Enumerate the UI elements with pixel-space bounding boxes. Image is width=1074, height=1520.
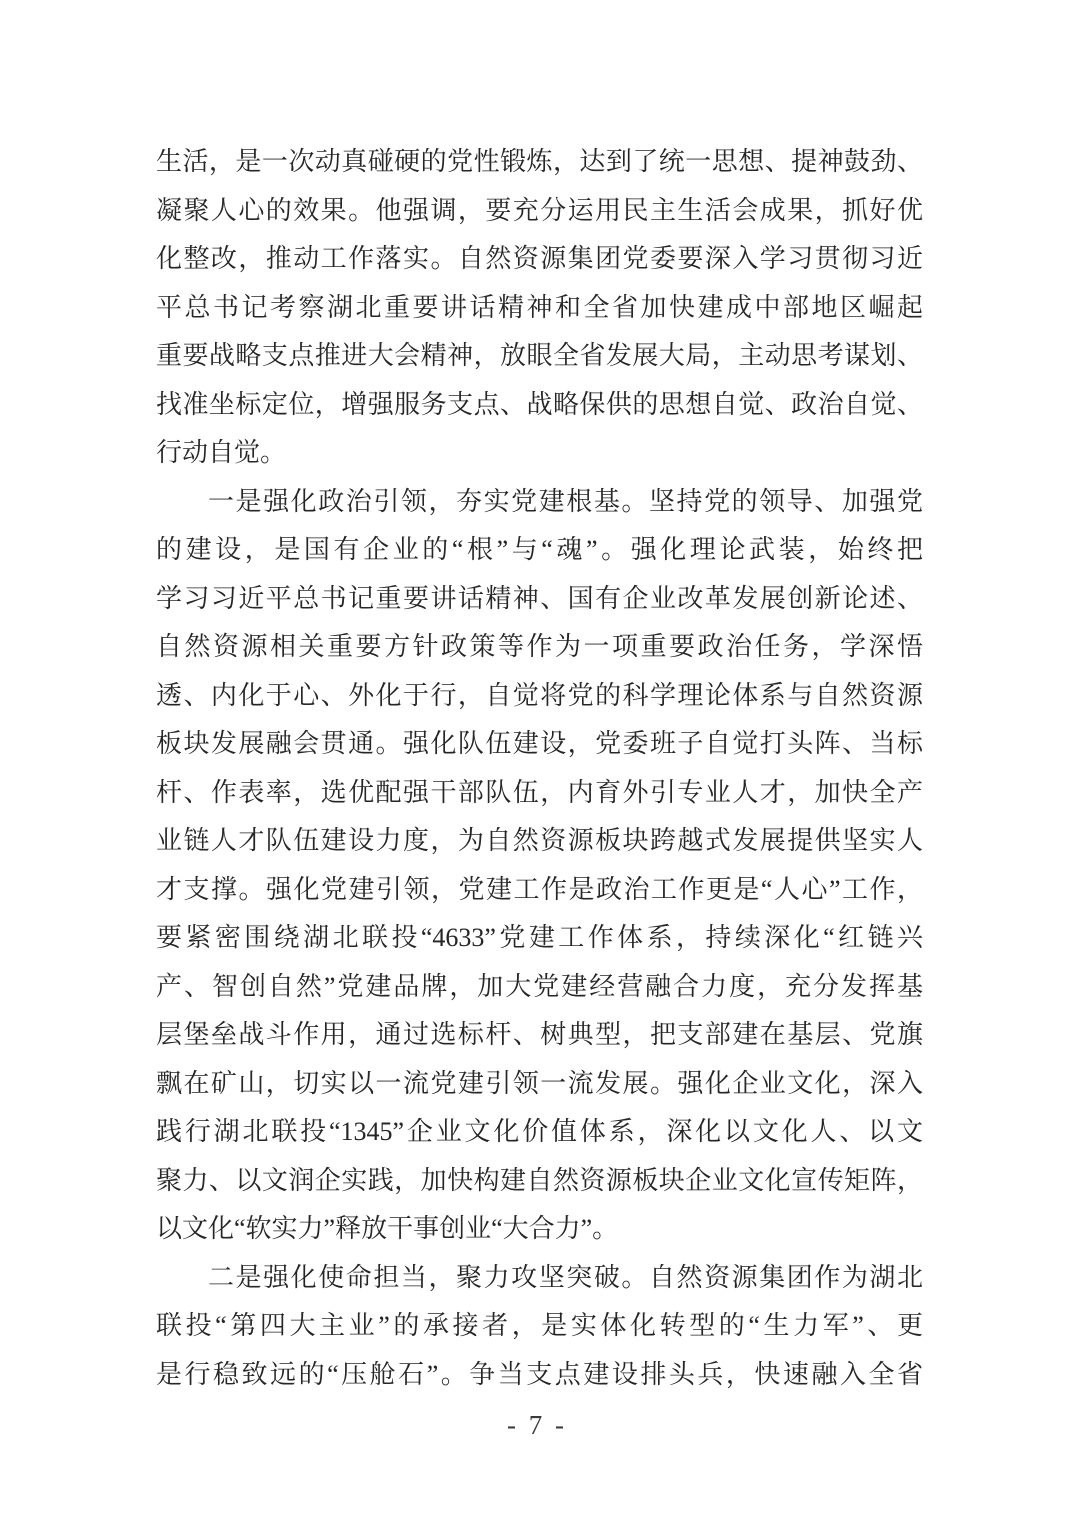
paragraph — [156, 138, 923, 478]
text-line: 透、内化于心、外化于行，自觉将党的科学理论体系与自然资源 — [156, 680, 923, 710]
text-line: 联投“第四大主业”的承接者，是实体化转型的“生力军”、更 — [156, 1311, 923, 1340]
text-line: 的建设，是国有企业的“根”与“魂”。强化理论武装，始终把 — [156, 535, 923, 564]
text-line: 化整改，推动工作落实。自然资源集团党委要深入学习贯彻习近 — [156, 244, 923, 273]
text-line: 聚力、以文润企实践，加快构建自然资源板块企业文化宣传矩阵， — [156, 1165, 923, 1195]
text-line: 学习习近平总书记重要讲话精神、国有企业改革发展创新论述、 — [156, 583, 923, 613]
document-text — [156, 138, 923, 1399]
text-line: 生活，是一次动真碰硬的党性锻炼，达到了统一思想、提神鼓劲、 — [156, 147, 923, 176]
text-line: 找准坐标定位，增强服务支点、战略保供的思想自觉、政治自觉、 — [156, 389, 923, 419]
text-line: 杆、作表率，选优配强干部队伍，内育外引专业人才，加快全产 — [156, 777, 923, 807]
text-line: 飘在矿山，切实以一流党建引领一流发展。强化企业文化，深入 — [156, 1068, 923, 1098]
text-line: 二是强化使命担当，聚力攻坚突破。自然资源集团作为湖北 — [208, 1262, 923, 1292]
text-line: 要紧密围绕湖北联投“4633”党建工作体系，持续深化“红链兴 — [156, 923, 923, 952]
text-line: 一是强化政治引领，夯实党建根基。坚持党的领导、加强党 — [208, 486, 923, 516]
text-line: 才支撑。强化党建引领，党建工作是政治工作更是“人心”工作， — [156, 874, 923, 904]
text-line: 产、智创自然”党建品牌，加大党建经营融合力度，充分发挥基 — [156, 971, 923, 1001]
paragraph — [156, 478, 923, 1254]
text-line: 层堡垒战斗作用，通过选标杆、树典型，把支部建在基层、党旗 — [156, 1020, 923, 1049]
text-line: 行动自觉。 — [156, 438, 287, 467]
page-footer — [0, 1405, 1074, 1445]
text-line: 是行稳致远的“压舱石”。争当支点建设排头兵，快速融入全省 — [156, 1359, 923, 1389]
text-line: 凝聚人心的效果。他强调，要充分运用民主生活会成果，抓好优 — [156, 195, 923, 225]
page-number: - 7 - — [507, 1410, 567, 1440]
text-line: 以文化“软实力”释放干事创业“大合力”。 — [156, 1214, 619, 1243]
text-line: 重要战略支点推进大会精神，放眼全省发展大局，主动思考谋划、 — [156, 341, 923, 370]
text-line: 自然资源相关重要方针政策等作为一项重要政治任务，学深悟 — [156, 632, 923, 661]
text-line: 板块发展融会贯通。强化队伍建设，党委班子自觉打头阵、当标 — [156, 729, 923, 758]
paragraph — [156, 1254, 923, 1400]
text-line: 践行湖北联投“1345”企业文化价值体系，深化以文化人、以文 — [156, 1117, 923, 1146]
text-line: 平总书记考察湖北重要讲话精神和全省加快建成中部地区崛起 — [156, 292, 923, 322]
text-line: 业链人才队伍建设力度，为自然资源板块跨越式发展提供坚实人 — [156, 826, 923, 855]
